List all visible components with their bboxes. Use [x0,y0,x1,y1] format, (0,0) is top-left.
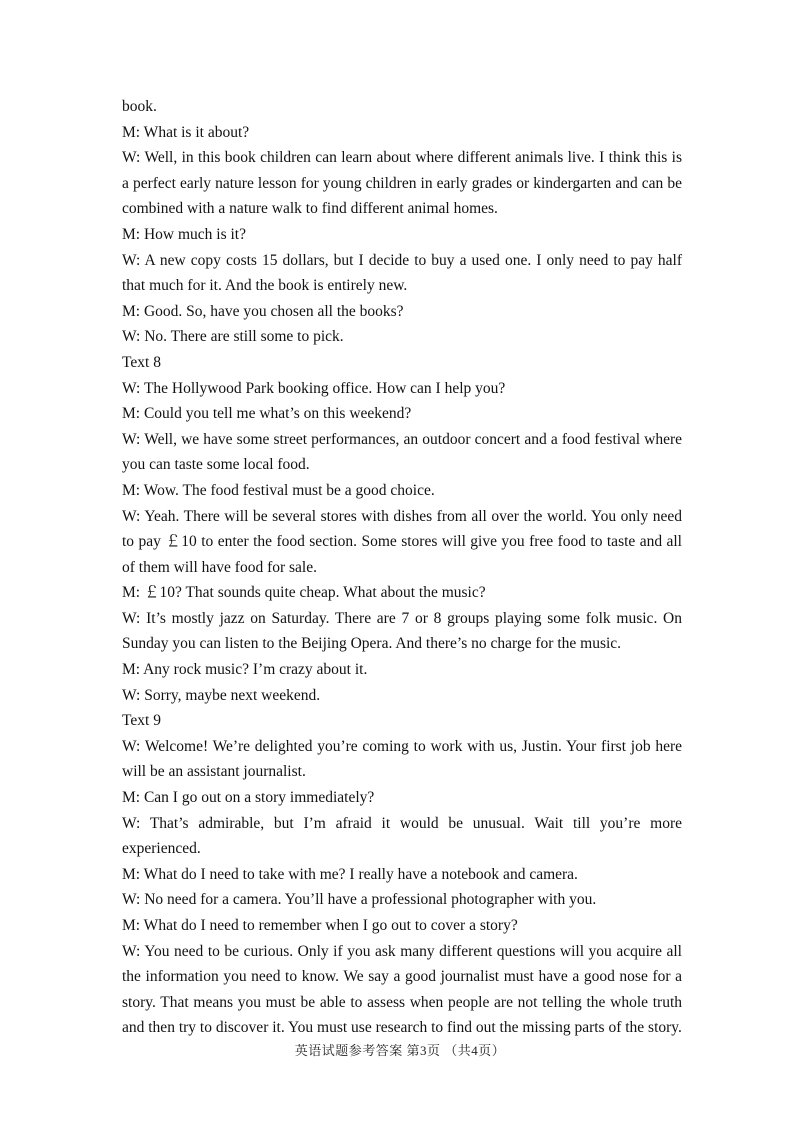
dialogue-line: W: You need to be curious. Only if you ask many different questions will you acquire all the information you need to know. We say a good journalist must have a good nose for a story. That means you must be able to assess when people are not telling the whole truth and then try to discover it. You must use research to find out the missing parts of the story. [122,942,682,1037]
dialogue-line: W: The Hollywood Park booking office. How can I help you? [122,379,506,397]
dialogue-line: W: Welcome! We’re delighted you’re coming to work with us, Justin. Your first job here will be an assistant journalist. [122,737,682,781]
dialogue-line: M: Any rock music? I’m crazy about it. [122,661,368,679]
dialogue-line: W: That’s admirable, but I’m afraid it would be unusual. Wait till you’re more experienced. [122,814,682,858]
dialogue-line: W: Yeah. There will be several stores with dishes from all over the world. You only need to pay ￡10 to enter the food section. Some stores will give you free food to taste and all of them will have food for sale. [122,507,682,576]
dialogue-line: W: A new copy costs 15 dollars, but I decide to buy a used one. I only need to pay half that much for it. And the book is entirely new. [122,251,682,295]
dialogue-line: M: What do I need to take with me? I really have a notebook and camera. [122,865,578,883]
dialogue-line: W: Well, we have some street performances, an outdoor concert and a food festival where you can taste some local food. [122,430,682,474]
dialogue-line: M: What do I need to remember when I go out to cover a story? [122,917,518,934]
dialogue-line: W: Sorry, maybe next weekend. [122,686,321,704]
dialogue-line: M: Can I go out on a story immediately? [122,789,375,807]
page-footer: 英语试题参考答案 第3页 （共4页） [294,1043,506,1058]
dialogue-line: W: No need for a camera. You’ll have a professional photographer with you. [122,891,597,909]
dialogue-line: M: Wow. The food festival must be a good choice. [122,481,435,499]
section-heading-text8: Text 8 [122,353,161,371]
dialogue-line: M: Good. So, have you chosen all the books? [122,302,404,320]
dialogue-line: book. [122,98,157,115]
dialogue-line: W: It’s mostly jazz on Saturday. There are 7 or 8 groups playing some folk music. On Sunday you can listen to the Beijing Opera. And there’s no charge for the music. [122,609,682,653]
transcript-body [122,94,682,1041]
dialogue-line: W: Well, in this book children can learn about where different animals live. I think this is a perfect early nature lesson for young children in early grades or kindergarten and can be combined with a nature walk to find different animal homes. [122,149,682,218]
dialogue-line: M: What is it about? [122,123,250,141]
dialogue-line: W: No. There are still some to pick. [122,328,344,346]
section-heading-text9: Text 9 [122,712,161,730]
dialogue-line: M: How much is it? [122,225,246,243]
dialogue-line: M: ￡10? That sounds quite cheap. What about the music? [122,584,486,602]
dialogue-line: M: Could you tell me what’s on this weekend? [122,405,412,423]
